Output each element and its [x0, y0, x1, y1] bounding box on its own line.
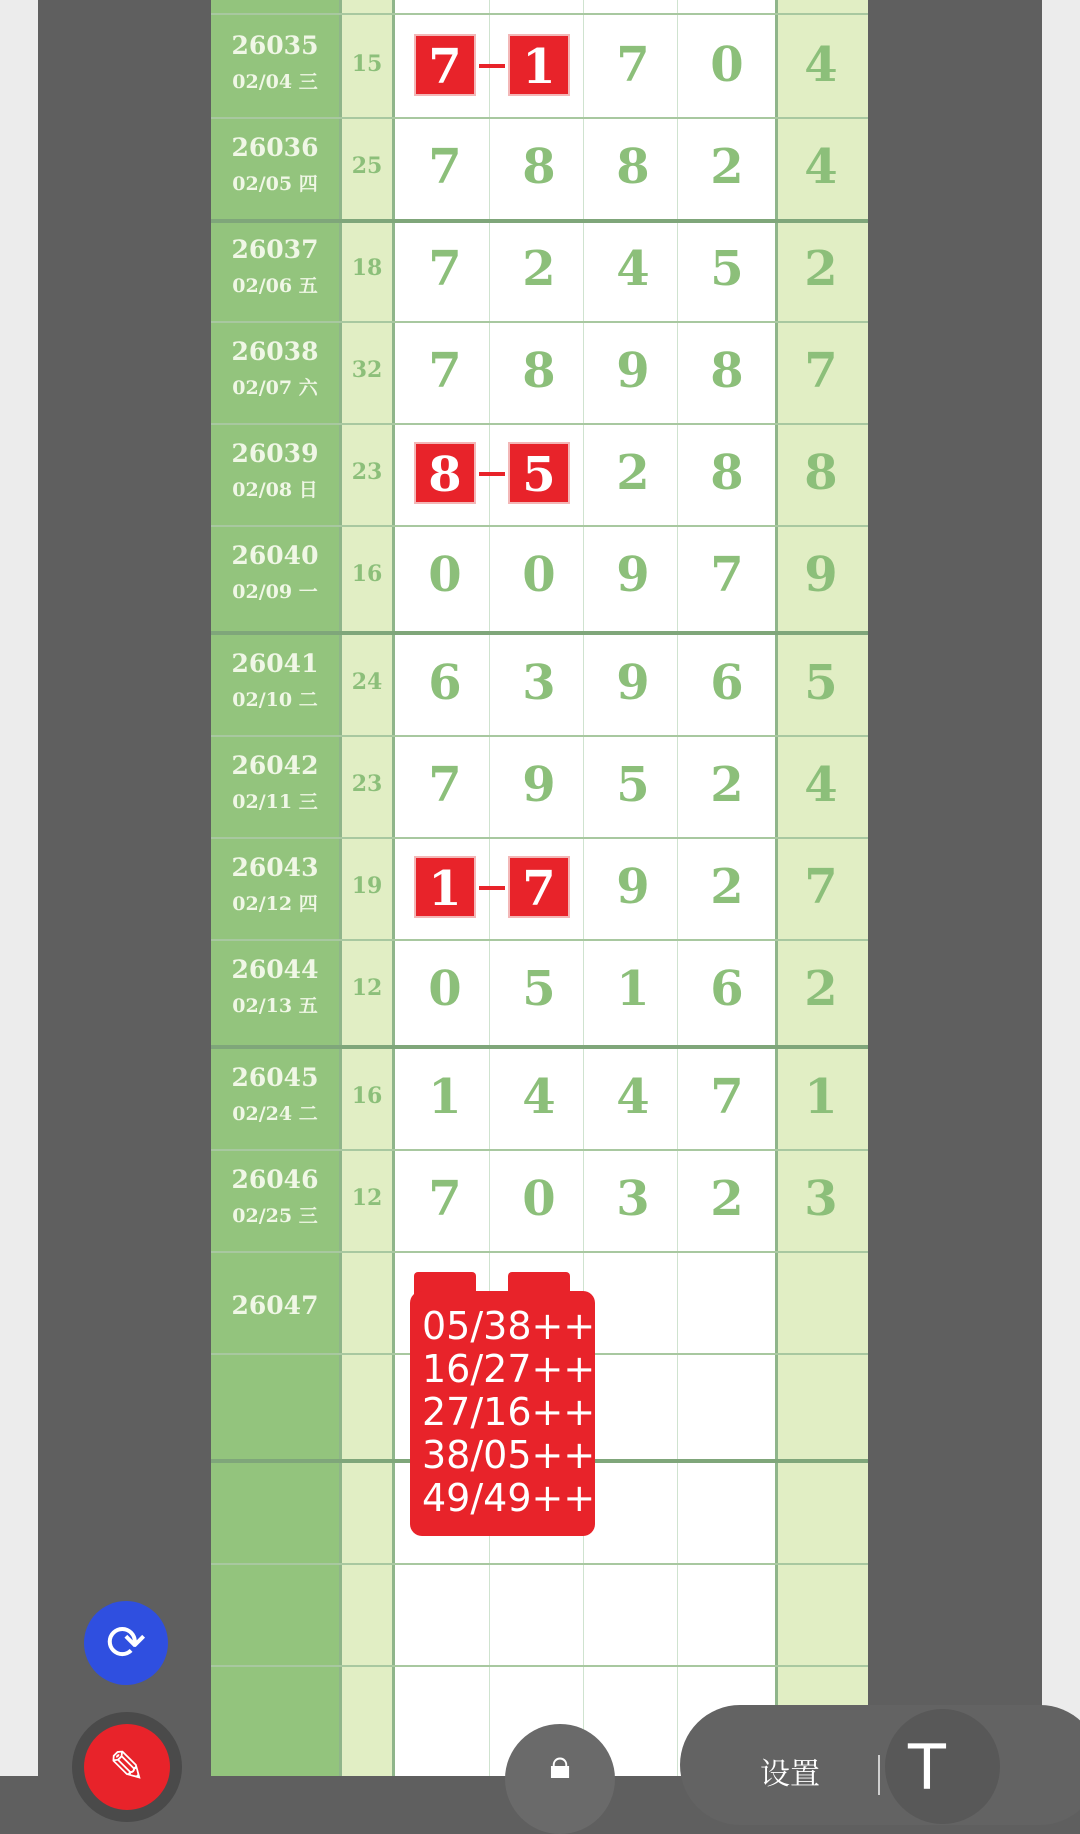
digit-cell: 9: [522, 757, 556, 813]
row-divider: [211, 1563, 868, 1565]
digit-cell: 4: [616, 1069, 650, 1125]
period-date: 02/11 三: [232, 791, 318, 813]
digit-cell: 5: [710, 241, 744, 297]
period-date: 02/12 四: [232, 893, 318, 915]
digit-cell: 6: [428, 655, 462, 711]
table-row: [211, 525, 868, 627]
sum-value: 23: [351, 771, 383, 797]
refresh-icon: ⟳: [105, 1615, 147, 1671]
digit-cell: 2: [522, 241, 556, 297]
period-number: 26046: [231, 1165, 319, 1194]
settings-button[interactable]: 设置: [760, 1757, 820, 1792]
digit-cell: 7: [428, 241, 462, 297]
prediction-line: 05/38++: [422, 1304, 596, 1348]
period-date: 02/13 五: [232, 995, 318, 1017]
period-number: 26036: [231, 133, 319, 162]
pair-connector: [479, 472, 505, 476]
digit-cell: 7: [428, 1171, 462, 1227]
digit-cell: 4: [522, 1069, 556, 1125]
left-margin: [0, 0, 38, 1776]
digit-cell: 1: [428, 1069, 462, 1125]
prediction-box[interactable]: [410, 1291, 595, 1536]
tail-digit: 4: [804, 37, 838, 93]
digit-cell: 8: [522, 343, 556, 399]
table-row: [211, 321, 868, 423]
prediction-line: 49/49++: [422, 1476, 596, 1520]
period-number: 26039: [231, 439, 319, 468]
tail-digit: 2: [804, 241, 838, 297]
digit-cell: 9: [616, 547, 650, 603]
digit-cell: 2: [710, 859, 744, 915]
lock-button[interactable]: [505, 1724, 615, 1834]
highlighted-digit: 1: [508, 34, 570, 96]
sum-value: 24: [351, 669, 383, 695]
highlighted-digit: 7: [414, 34, 476, 96]
table-row: [211, 1149, 868, 1251]
sum-value: 18: [351, 255, 383, 281]
table-row: [211, 735, 868, 837]
digit-cell: 7: [428, 343, 462, 399]
digit-cell: 2: [710, 139, 744, 195]
digit-cell: 2: [616, 445, 650, 501]
bottom-toolbar: [680, 1705, 1080, 1825]
period-number: 26040: [231, 541, 319, 570]
prediction-line: 27/16++: [422, 1390, 596, 1434]
digit-cell: 5: [522, 961, 556, 1017]
digit-cell: 2: [710, 1171, 744, 1227]
period-number: 26035: [231, 31, 319, 60]
sum-value: 32: [351, 357, 383, 383]
pair-connector: [479, 886, 505, 890]
table-row: [211, 219, 868, 321]
table-row: [211, 423, 868, 525]
period-date: 02/05 四: [232, 173, 318, 195]
period-date: 02/09 一: [232, 581, 318, 603]
highlighted-digit: 7: [508, 856, 570, 918]
digit-cell: 7: [710, 547, 744, 603]
highlighted-digit: 5: [508, 442, 570, 504]
row-divider: [211, 1665, 868, 1667]
sum-value: 12: [351, 1185, 383, 1211]
sum-value: 25: [351, 153, 383, 179]
period-date: 02/06 五: [232, 275, 318, 297]
digit-cell: 8: [710, 445, 744, 501]
period-number: 26047: [231, 1291, 319, 1320]
highlighted-digit: 8: [414, 442, 476, 504]
digit-cell: 7: [710, 1069, 744, 1125]
prediction-line: 16/27++: [422, 1347, 596, 1391]
period-number: 26038: [231, 337, 319, 366]
digit-cell: 0: [522, 1171, 556, 1227]
period-number: 26042: [231, 751, 319, 780]
tail-digit: 2: [804, 961, 838, 1017]
tail-digit: 4: [804, 757, 838, 813]
digit-cell: 4: [616, 241, 650, 297]
refresh-button[interactable]: [84, 1601, 168, 1685]
period-number: 26044: [231, 955, 319, 984]
digit-cell: 9: [616, 655, 650, 711]
sum-value: 15: [351, 51, 383, 77]
digit-cell: 7: [428, 139, 462, 195]
digit-cell: 9: [616, 859, 650, 915]
digit-cell: 8: [616, 139, 650, 195]
digit-cell: 7: [428, 757, 462, 813]
toolbar-divider: [878, 1755, 880, 1795]
table-row: [211, 939, 868, 1041]
tail-digit: 5: [804, 655, 838, 711]
digit-cell: 0: [428, 961, 462, 1017]
table-row: [211, 837, 868, 939]
table-row: [211, 15, 868, 117]
digit-cell: 0: [428, 547, 462, 603]
table-row: [211, 633, 868, 735]
sum-value: 16: [351, 561, 383, 587]
tail-digit: 7: [804, 343, 838, 399]
tail-digit: 1: [804, 1069, 838, 1125]
tail-digit: 9: [804, 547, 838, 603]
digit-cell: 7: [616, 37, 650, 93]
pair-connector: [479, 64, 505, 68]
digit-cell: 6: [710, 961, 744, 1017]
period-number: 26037: [231, 235, 319, 264]
pen-icon: ✎: [108, 1741, 146, 1793]
sum-value: 19: [351, 873, 383, 899]
text-tool-icon: T: [908, 1731, 946, 1804]
digit-cell: 0: [710, 37, 744, 93]
period-date: 02/24 二: [232, 1103, 318, 1125]
period-date: 02/04 三: [232, 71, 318, 93]
digit-cell: 2: [710, 757, 744, 813]
period-number: 26041: [231, 649, 319, 678]
sum-value: 16: [351, 1083, 383, 1109]
period-date: 02/25 三: [232, 1205, 318, 1227]
digit-cell: 5: [616, 757, 650, 813]
period-date: 02/10 二: [232, 689, 318, 711]
digit-cell: 0: [522, 547, 556, 603]
digit-cell: 1: [616, 961, 650, 1017]
sum-value: 23: [351, 459, 383, 485]
tail-digit: 3: [804, 1171, 838, 1227]
tail-digit: 7: [804, 859, 838, 915]
period-date: 02/07 六: [232, 377, 318, 399]
digit-cell: 8: [522, 139, 556, 195]
prediction-line: 38/05++: [422, 1433, 596, 1477]
tail-digit: 4: [804, 139, 838, 195]
sum-value: 12: [351, 975, 383, 1001]
pen-button[interactable]: [84, 1724, 170, 1810]
period-number: 26045: [231, 1063, 319, 1092]
right-margin: [1042, 0, 1080, 1776]
digit-cell: 3: [616, 1171, 650, 1227]
lock-icon: 🔒︎: [549, 1742, 571, 1788]
tail-digit: 8: [804, 445, 838, 501]
period-date: 02/08 日: [232, 479, 318, 501]
digit-cell: 3: [522, 655, 556, 711]
period-number: 26043: [231, 853, 319, 882]
digit-cell: 9: [616, 343, 650, 399]
table-row: [211, 117, 868, 219]
digit-cell: 6: [710, 655, 744, 711]
highlighted-digit: 1: [414, 856, 476, 918]
digit-cell: 8: [710, 343, 744, 399]
table-row: [211, 1047, 868, 1149]
